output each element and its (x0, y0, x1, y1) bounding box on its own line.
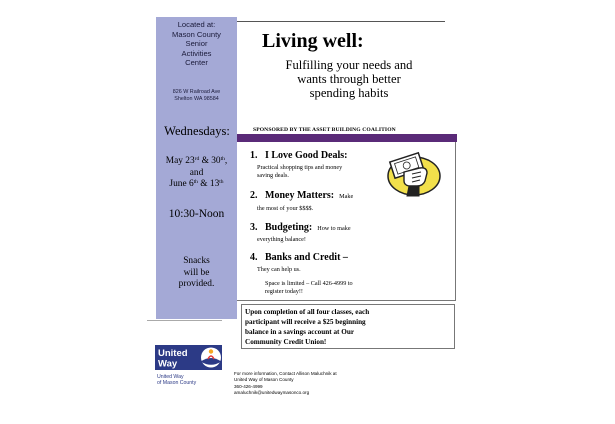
topic-number: 4. (250, 252, 258, 263)
topic-number: 3. (250, 222, 258, 233)
date-text: & 30 (199, 156, 221, 166)
topic-desc-line: They can help us. (257, 266, 301, 273)
location-line: Center (185, 58, 208, 67)
topic-inline-text: How to make (317, 225, 351, 232)
topic-description (257, 236, 306, 244)
united-way-logo-word: United (158, 348, 188, 359)
topic-inline-text: Make (339, 193, 354, 200)
united-way-name (157, 374, 196, 386)
page-subtitle (249, 58, 449, 100)
location-line: Activities (181, 48, 212, 58)
space-note-line: register today!! (265, 288, 303, 295)
topic-number: 1. (250, 150, 258, 161)
topic-description (257, 205, 313, 213)
subtitle-line: spending habits (309, 86, 389, 100)
date-text: , (224, 156, 228, 166)
topic-desc-line: saving deals. (257, 172, 289, 179)
date-suffix: th (193, 179, 198, 185)
dates-line-june (156, 179, 237, 191)
date-suffix: th (219, 179, 224, 185)
date-text: June 6 (169, 179, 194, 189)
top-divider (237, 21, 445, 22)
contact-info (234, 371, 337, 396)
topic-description (257, 164, 342, 180)
time-label: 10:30-Noon (168, 208, 225, 220)
space-limited-note (265, 280, 353, 296)
date-suffix: th (220, 156, 225, 162)
topic-title: Money Matters: (265, 190, 335, 201)
sponsor-line: SPONSORED BY THE ASSET BUILDING COALITION (253, 127, 396, 133)
sponsor-bar (237, 134, 457, 142)
snacks-line: Snacks (183, 256, 210, 266)
topic-item (250, 190, 353, 201)
contact-line: United Way of Mason County (234, 377, 294, 383)
completion-line: Upon completion of all four classes, each (245, 308, 370, 316)
contact-line: 360-426-4999 (234, 383, 263, 389)
location-line: Mason County (172, 29, 221, 39)
address-block (156, 89, 237, 103)
contact-email: amaluchnik@unitedwaymasonco.org (234, 389, 310, 395)
completion-line: Community Credit Union! (245, 338, 327, 346)
contact-line: For more information, Contact Allison Maluchnik at (234, 371, 337, 376)
location-line: Located at: (177, 20, 216, 29)
completion-line: participant will receive a $25 beginning (245, 318, 366, 326)
subtitle-line: wants through better (297, 72, 401, 86)
subtitle-line: Fulfilling your needs and (285, 58, 413, 72)
page-title: Living well: (262, 30, 364, 52)
info-sidebar (156, 17, 237, 319)
dates-line-and: and (189, 167, 204, 178)
sidebar-bottom-divider (147, 320, 222, 321)
topic-title: Budgeting: (265, 222, 313, 233)
topic-item (250, 222, 351, 233)
snacks-line: will be (183, 267, 210, 278)
topic-desc-line: everything balance! (257, 236, 306, 243)
united-way-logo-word: Way (158, 358, 178, 370)
topic-number: 2. (250, 190, 258, 201)
topic-description (257, 266, 301, 274)
dates-block (156, 156, 237, 191)
space-note-line: Space is limited – Call 426-4999 to (265, 280, 353, 287)
date-text: & 13 (197, 179, 220, 189)
completion-reward-box (241, 304, 455, 349)
day-label: Wednesdays: (164, 124, 230, 138)
united-way-name-line: of Mason County (157, 380, 197, 386)
topic-item (250, 252, 348, 263)
address-line: Shelton WA 98584 (174, 96, 219, 102)
united-way-logo (155, 345, 222, 370)
date-suffix: rd (194, 156, 200, 162)
dates-line-may (156, 156, 237, 168)
address-line: 826 W Railroad Ave (172, 89, 221, 95)
snacks-line: provided. (178, 279, 215, 289)
topic-desc-line: Practical shopping tips and money (257, 164, 343, 171)
completion-line: balance in a savings account at Our (245, 328, 355, 336)
snacks-note (156, 256, 237, 291)
location-block (156, 20, 237, 68)
date-text: May 23 (165, 156, 195, 166)
hand-money-icon (380, 148, 444, 198)
topic-item (250, 150, 348, 161)
united-way-name-line: United Way (157, 374, 184, 380)
topic-title: I Love Good Deals: (265, 150, 348, 161)
topic-title: Banks and Credit – (265, 252, 348, 263)
topic-desc-line: the most of your $$$$. (257, 205, 314, 212)
location-line: Senior (185, 39, 208, 48)
